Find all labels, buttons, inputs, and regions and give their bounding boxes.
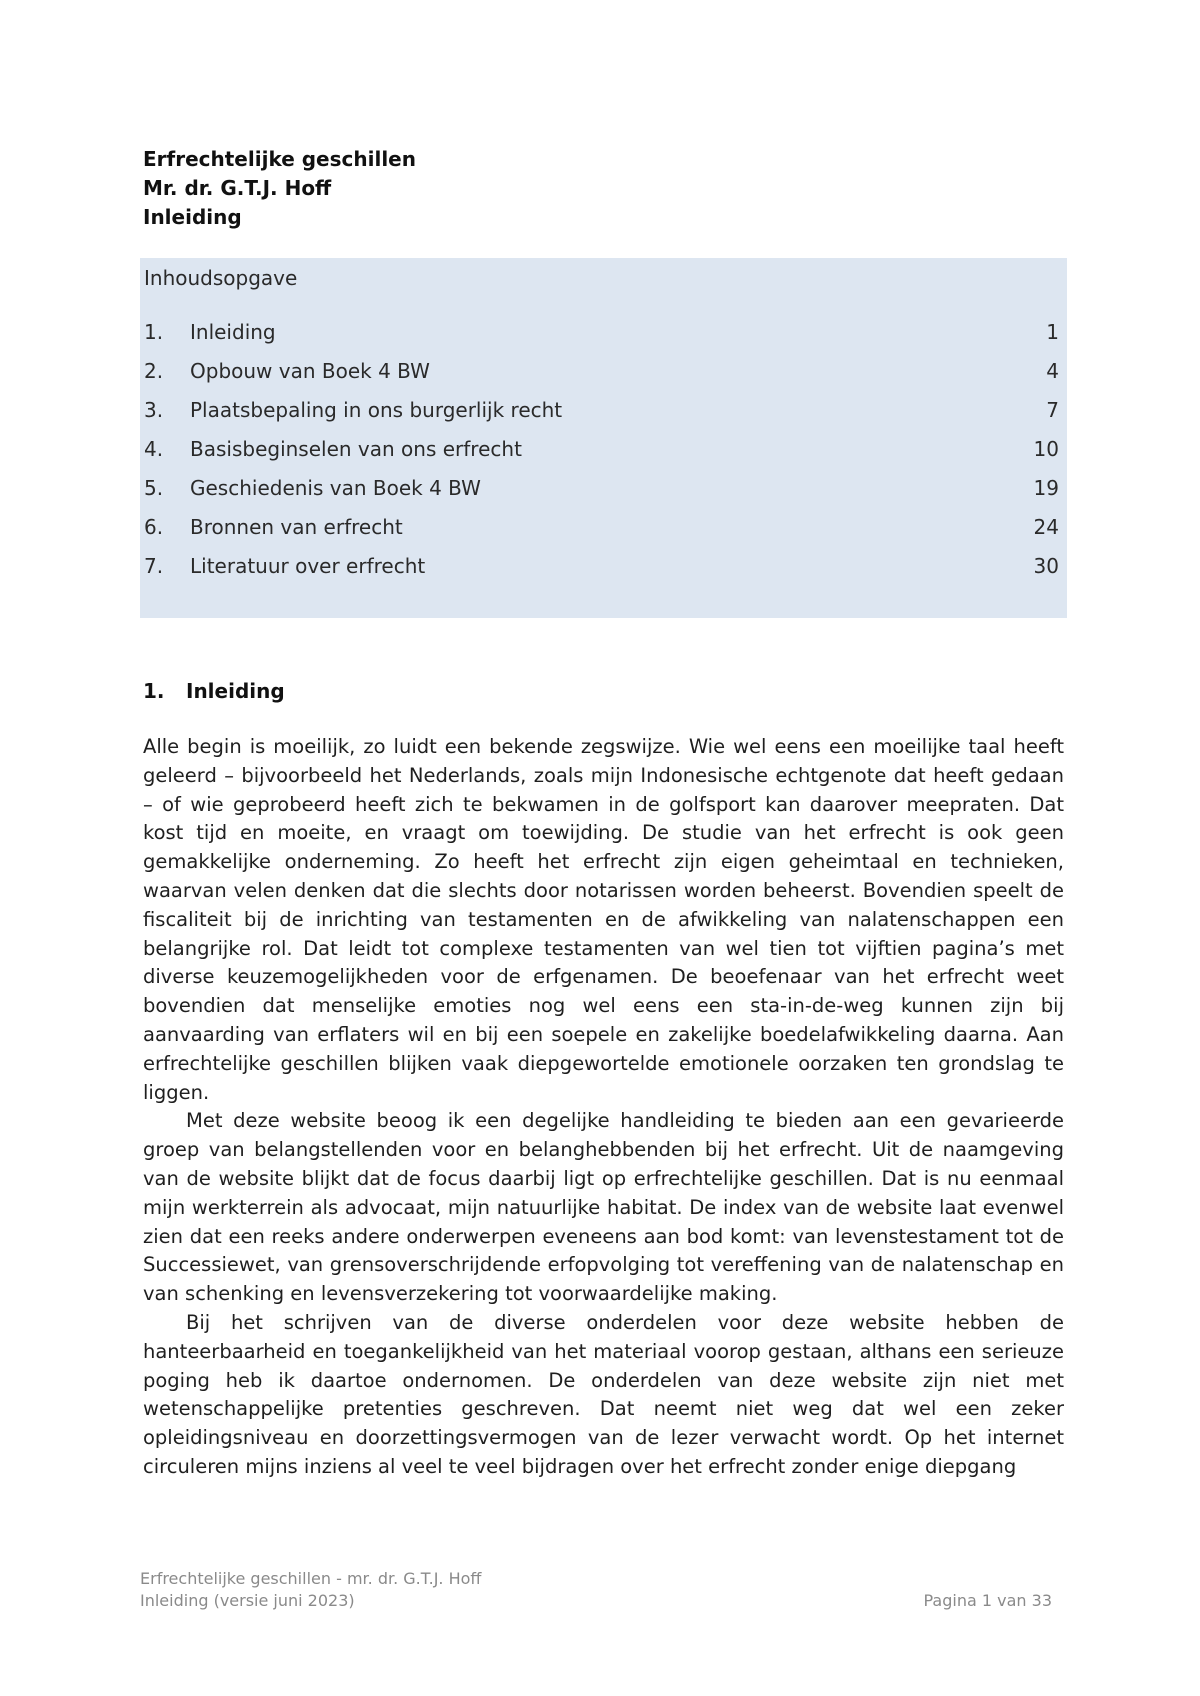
toc-item-page: 7 [1046, 397, 1059, 422]
document-author: Mr. dr. G.T.J. Hoff [143, 176, 332, 200]
toc-item-label: Plaatsbepaling in ons burgerlijk recht [190, 397, 563, 422]
toc-item-number: 7. [144, 553, 164, 578]
footer-version: Inleiding (versie juni 2023) [140, 1591, 355, 1610]
toc-item[interactable] [144, 546, 1059, 585]
toc-item-number: 1. [144, 319, 164, 344]
footer-page-number: Pagina 1 van 33 [923, 1591, 1052, 1610]
toc-item-number: 2. [144, 358, 164, 383]
document-subtitle: Inleiding [143, 205, 242, 229]
toc-item-page: 30 [1033, 553, 1059, 578]
toc-item-page: 24 [1033, 514, 1059, 539]
document-title-block [143, 145, 743, 232]
body-paragraph: Bij het schrijven van de diverse onderdelen voor deze website hebben de hanteerbaarheid en toegankelijkheid van het materiaal voorop gestaan, althans een serieuze poging heb ik daartoe ondernomen. De onderdelen van deze website zijn niet met wetenschappelijke pretenties geschreven. Dat neemt niet weg dat wel een zeker opleidingsniveau en doorzettingsvermogen van de lezer verwacht wordt. Op het internet circuleren mijns inziens al veel te veel bijdragen over het erfrecht zonder enige diepgang [143, 1310, 1064, 1478]
toc-item-number: 3. [144, 397, 164, 422]
toc-item[interactable] [144, 468, 1059, 507]
toc-heading: Inhoudsopgave [144, 266, 298, 290]
toc-item-label: Basisbeginselen van ons erfrecht [190, 436, 522, 461]
section-number: 1. [143, 679, 165, 703]
toc-item-page: 19 [1033, 475, 1059, 500]
document-title: Erfrechtelijke geschillen [143, 147, 416, 171]
section-body [143, 733, 1064, 1482]
toc-item[interactable] [144, 429, 1059, 468]
body-paragraph: Met deze website beoog ik een degelijke handleiding te bieden aan een gevarieerde groep van belangstellenden voor en belanghebbenden bij het erfrecht. Uit de naamgeving van de website blijkt dat de focus daarbij ligt op erfrechtelijke geschillen. Dat is nu eenmaal mijn werkterrein als advocaat, mijn natuurlijke habitat. De index van de website laat evenwel zien dat een reeks andere onderwerpen eveneens aan bod komt: van levenstestament tot de Successiewet, van grensoverschrijdende erfopvolging tot vereffening van de nalatenschap en van schenking en levensverzekering tot voorwaardelijke making. [143, 1109, 1064, 1306]
toc-item-label: Literatuur over erfrecht [190, 553, 426, 578]
toc-item-page: 1 [1046, 319, 1059, 344]
footer-document-line: Erfrechtelijke geschillen - mr. dr. G.T.J. Hoff [140, 1569, 482, 1588]
table-of-contents [140, 258, 1067, 618]
toc-item-label: Bronnen van erfrecht [190, 514, 403, 539]
body-paragraph: Alle begin is moeilijk, zo luidt een bekende zegswijze. Wie wel eens een moeilijke taal heeft geleerd – bijvoorbeeld het Nederlands, zoals mijn Indonesische echtgenote dat heeft gedaan – of wie geprobeerd heeft zich te bekwamen in de golfsport kan daarover meepraten. Dat kost tijd en moeite, en vraagt om toewijding. De studie van het erfrecht is ook geen gemakkelijke onderneming. Zo heeft het erfrecht zijn eigen geheimtaal en technieken, waarvan velen denken dat die slechts door notarissen worden beheerst. Bovendien speelt de fiscaliteit bij de inrichting van testamenten en de afwikkeling van nalatenschappen een belangrijke rol. Dat leidt tot complexe testamenten van wel tien tot vijftien pagina’s met diverse keuzemogelijkheden voor de erfgenamen. De beoefenaar van het erfrecht weet bovendien dat menselijke emoties nog wel eens een sta-in-de-weg kunnen zijn bij aanvaarding van erflaters wil en bij een soepele en zakelijke boedelafwikkeling daarna. Aan erfrechtelijke geschillen blijken vaak diepgewortelde emotionele oorzaken ten grondslag te liggen. [143, 735, 1064, 1104]
toc-item[interactable] [144, 312, 1059, 351]
toc-item-page: 10 [1033, 436, 1059, 461]
toc-list [144, 312, 1059, 585]
toc-item[interactable] [144, 390, 1059, 429]
toc-item-number: 6. [144, 514, 164, 539]
page-footer [140, 1568, 1052, 1612]
section-title: Inleiding [186, 679, 285, 703]
toc-item-page: 4 [1046, 358, 1059, 383]
footer-row [140, 1590, 1052, 1612]
toc-item-number: 4. [144, 436, 164, 461]
toc-item[interactable] [144, 507, 1059, 546]
section-heading [143, 676, 285, 706]
toc-item-label: Opbouw van Boek 4 BW [190, 358, 430, 383]
toc-item-number: 5. [144, 475, 164, 500]
toc-item-label: Geschiedenis van Boek 4 BW [190, 475, 481, 500]
toc-item[interactable] [144, 351, 1059, 390]
toc-item-label: Inleiding [190, 319, 276, 344]
